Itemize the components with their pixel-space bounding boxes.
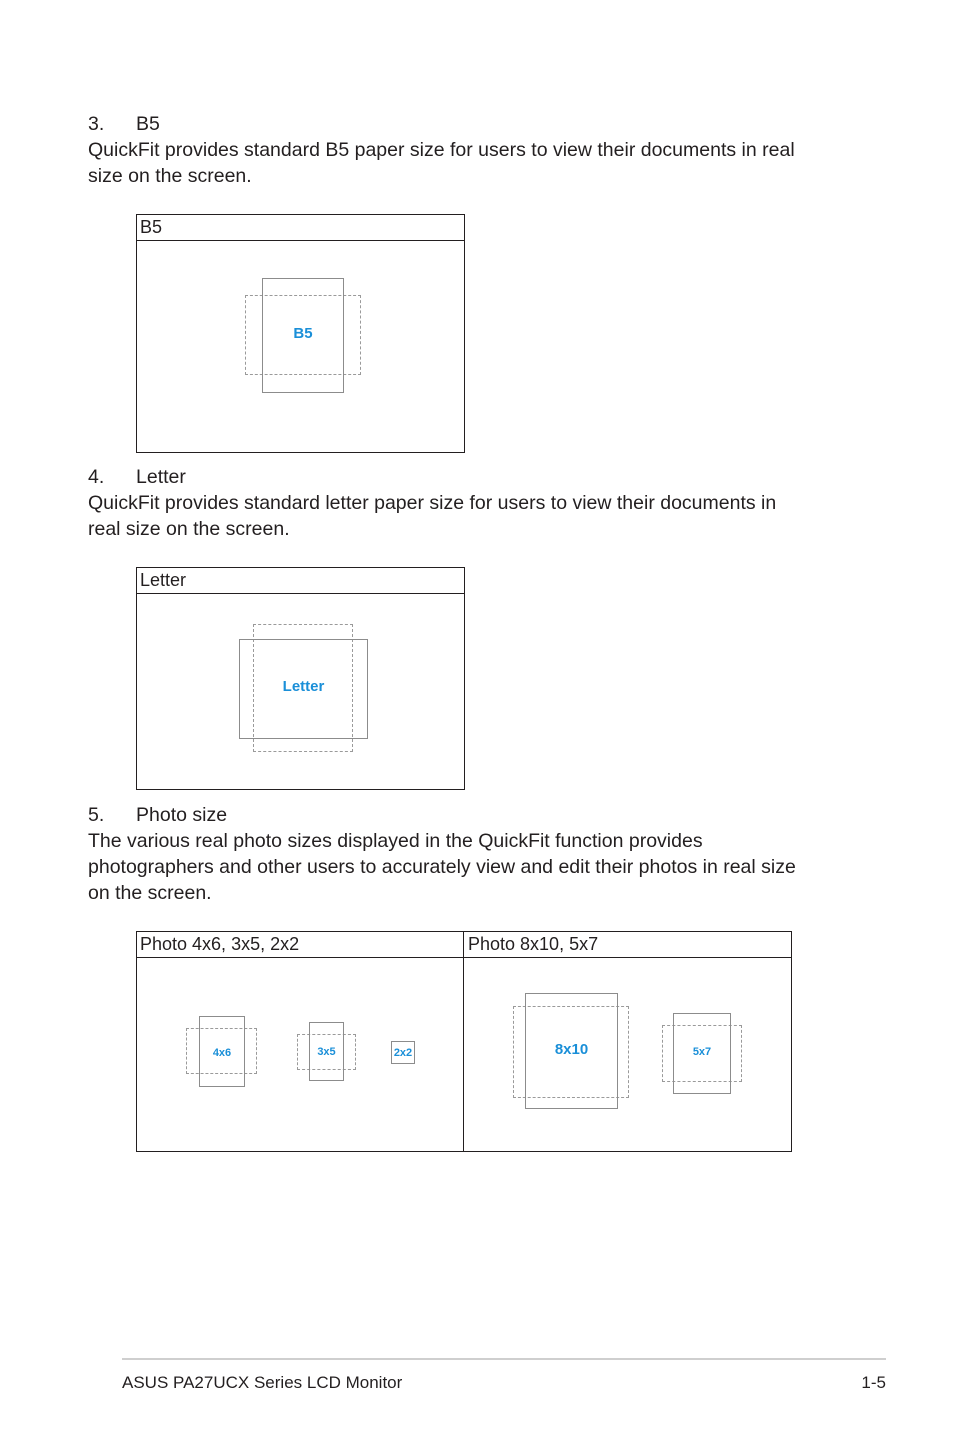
photo-panel-divider <box>463 932 464 1151</box>
footer-page-number: 1-5 <box>861 1373 886 1392</box>
section-4-number: 4. <box>88 466 105 488</box>
photo-8x10-label: 8x10 <box>554 1041 589 1058</box>
b5-panel <box>136 214 465 453</box>
section-3-title: B5 <box>136 113 160 135</box>
photo-5x7-label: 5x7 <box>692 1046 712 1058</box>
photo-panel <box>136 931 792 1152</box>
section-5-number: 5. <box>88 804 105 826</box>
section-4-body-line-2: real size on the screen. <box>88 518 290 540</box>
section-3-body-line-1: QuickFit provides standard B5 paper size for users to view their documents in real <box>88 139 795 161</box>
section-3-number: 3. <box>88 113 105 135</box>
section-3-heading <box>88 111 160 137</box>
photo-4x6-label: 4x6 <box>212 1047 232 1059</box>
footer-title: ASUS PA27UCX Series LCD Monitor <box>122 1373 403 1392</box>
section-4-title: Letter <box>136 466 186 488</box>
section-3-body-line-2: size on the screen. <box>88 165 252 187</box>
section-5-body-line-1: The various real photo sizes displayed in the QuickFit function provides <box>88 830 703 852</box>
footer-rule <box>122 1358 886 1360</box>
section-5-heading <box>88 802 227 828</box>
section-5-title: Photo size <box>136 804 228 826</box>
letter-panel <box>136 567 465 790</box>
letter-panel-title: Letter <box>137 568 464 594</box>
letter-size-label: Letter <box>282 678 325 695</box>
photo-3x5-label: 3x5 <box>317 1046 336 1058</box>
section-5-body-line-2: photographers and other users to accurately view and edit their photos in real size <box>88 856 796 878</box>
b5-size-label: B5 <box>293 325 313 342</box>
photo-right-title: Photo 8x10, 5x7 <box>468 934 599 954</box>
photo-2x2-label: 2x2 <box>393 1047 413 1059</box>
section-4-body-line-1: QuickFit provides standard letter paper size for users to view their documents in <box>88 492 777 514</box>
section-4-heading <box>88 464 186 490</box>
section-5-body-line-3: on the screen. <box>88 882 212 904</box>
photo-left-title: Photo 4x6, 3x5, 2x2 <box>140 934 300 954</box>
b5-panel-title: B5 <box>137 215 464 241</box>
